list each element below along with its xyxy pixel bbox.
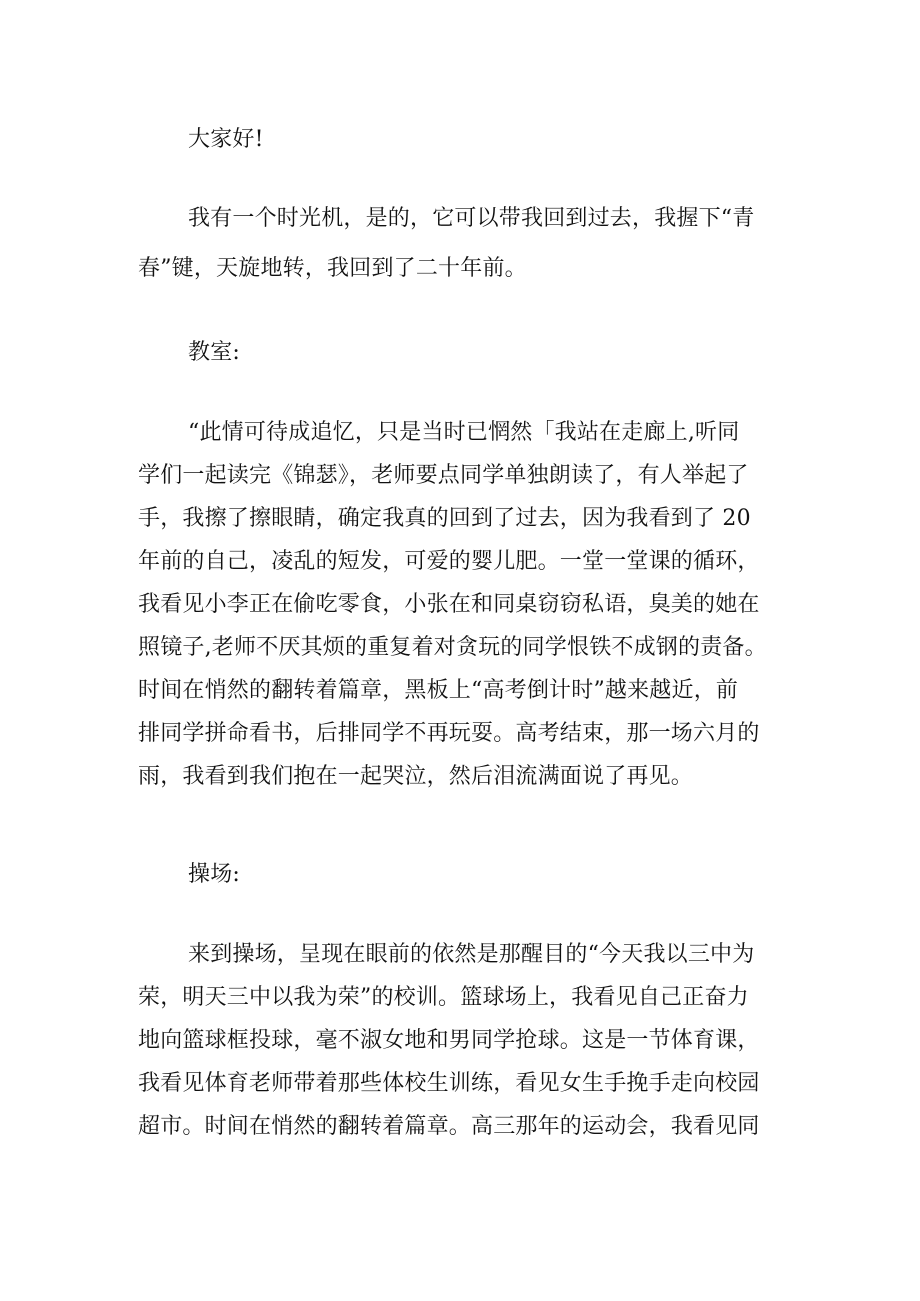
para2-line5: 我看见小李正在偷吃零食，小张在和同桌窃窃私语，臭美的她在 (138, 592, 760, 617)
para2-line8: 排同学拼命看书，后排同学不再玩耍。高考结束，那一场六月的 (138, 721, 760, 746)
para3-line2: 荣，明天三中以我为荣”的校训。篮球场上，我看见自己正奋力 (138, 985, 749, 1010)
para1-line1: 我有一个时光机，是的，它可以带我回到过去，我握下“青 (188, 206, 755, 231)
para2-line6: 照镜子,老师不厌其烦的重复着对贪玩的同学恨铁不成钢的责备。 (138, 635, 767, 660)
para1-line2: 春”键，天旋地转，我回到了二十年前。 (138, 256, 527, 281)
para2-line1: “此情可待成追忆，只是当时已惘然「我站在走廊上,听同 (188, 420, 740, 445)
para3-line4: 我看见体育老师带着那些体校生训练，看见女生手挽手走向校园 (138, 1071, 760, 1096)
para3-line1: 来到操场，呈现在眼前的依然是那醒目的“今天我以三中为 (188, 942, 755, 967)
para3-line5: 超市。时间在悄然的翻转着篇章。高三那年的运动会，我看见同 (138, 1114, 760, 1139)
para2-line9: 雨，我看到我们抱在一起哭泣，然后泪流满面说了再见。 (138, 764, 694, 789)
heading-playground: 操场: (188, 862, 241, 887)
heading-classroom: 教室: (188, 340, 241, 365)
para2-line2: 学们一起读完《锦瑟》，老师要点同学单独朗读了，有人举起了 (138, 463, 749, 488)
greeting: 大家好! (188, 127, 264, 152)
para2-line4: 年前的自己，凌乱的短发，可爱的婴儿肥。一堂一堂课的循环， (138, 549, 760, 574)
para2-line7: 时间在悄然的翻转着篇章，黑板上“高考倒计时”越来越近，前 (138, 678, 739, 703)
para3-line3: 地向篮球框投球，毫不淑女地和男同学抢球。这是一节体育课， (138, 1028, 760, 1053)
para2-line3: 手，我擦了擦眼睛，确定我真的回到了过去，因为我看到了 20 (138, 506, 751, 531)
